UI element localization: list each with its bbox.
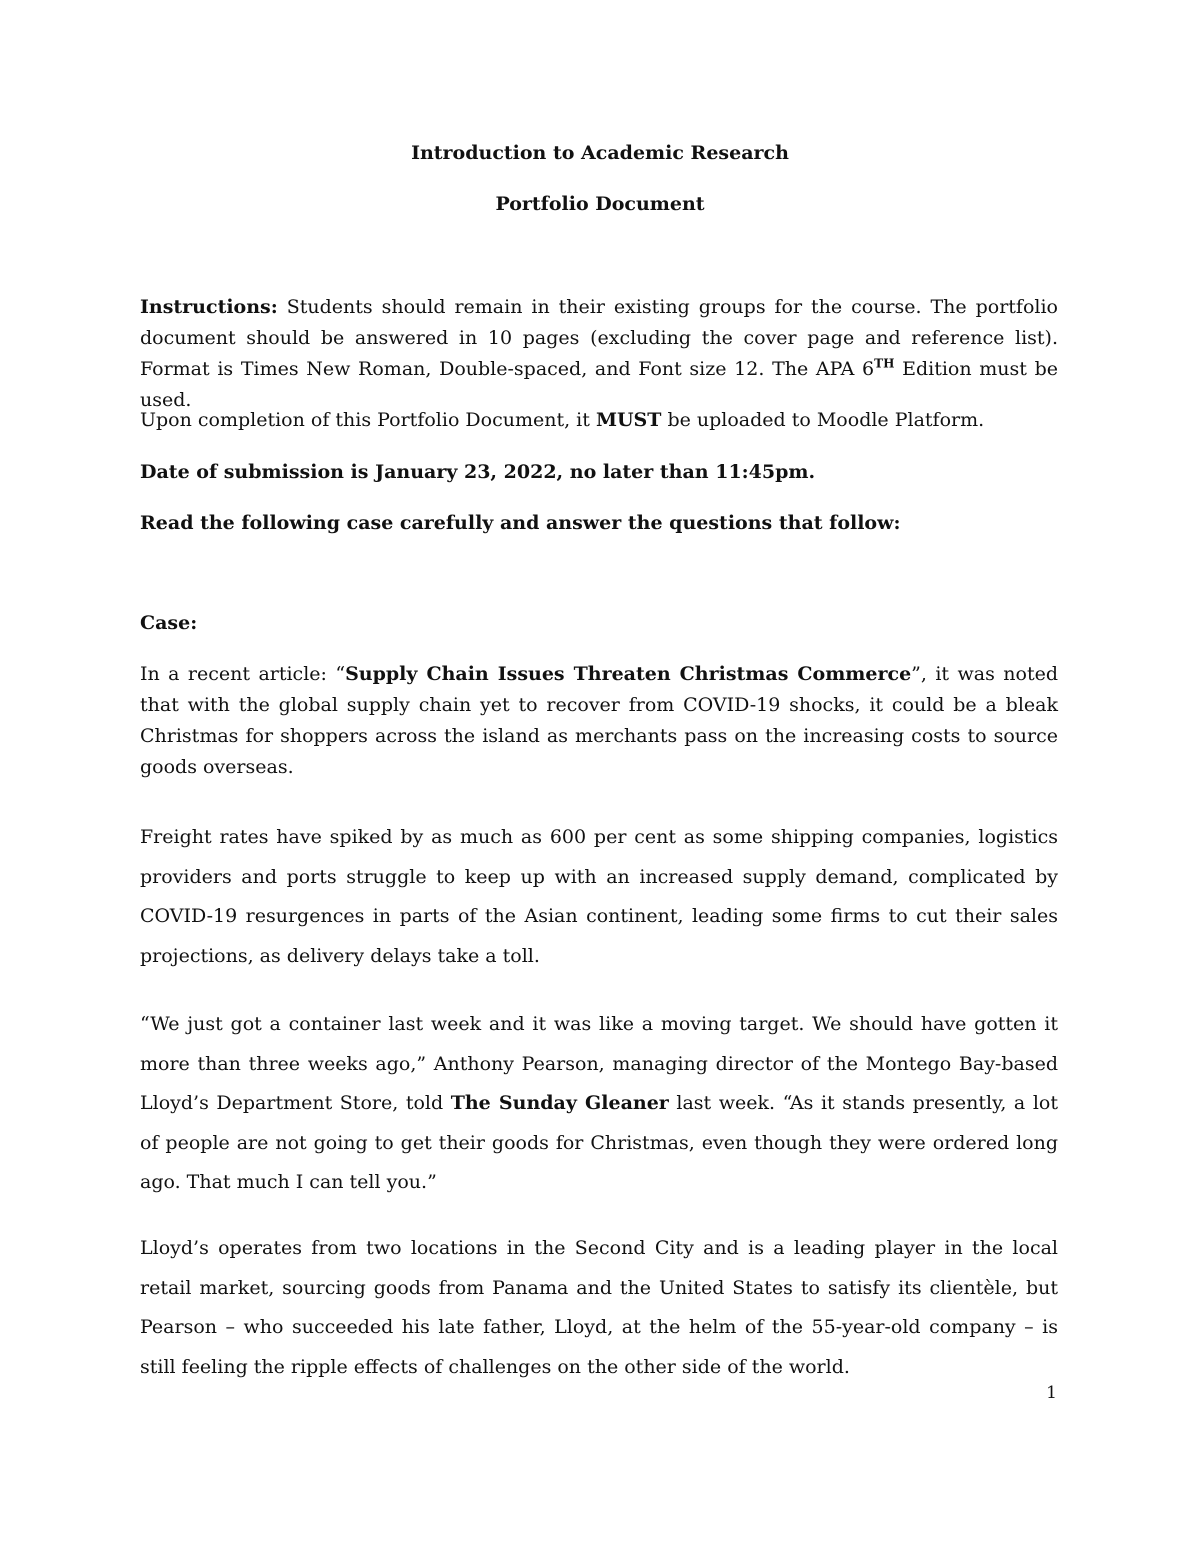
upload-emphasis: MUST: [595, 409, 662, 431]
case-paragraph-2: Freight rates have spiked by as much as 600 per cent as some shipping companies, logistics providers and ports struggle to keep up with an increased supply demand, complicated by COVID-19 resurgences in parts of the Asian continent, leading some firms to cut their sales projections, as delivery delays take a toll.: [140, 826, 1058, 967]
case-p1-text: In a recent article: “: [140, 663, 346, 685]
instructions-paragraph: [140, 292, 1058, 416]
case-p1-text-end: ”, it was noted that with the global supply chain yet to recover from COVID-19 shocks, it could be a bleak Christmas for shoppers across the island as merchants pass on the increasing costs to source goods overseas.: [140, 663, 1058, 778]
instructions-text: Students should remain in their existing groups for the course. The portfolio document should be answered in 10 pages (excluding the cover page and reference list). Format is Times New Roman, Double-spaced, and Font size 12. The APA 6: [140, 296, 1058, 380]
instructions-label: Instructions:: [140, 296, 278, 318]
case-p3-text-end: last week. “As it stands presently, a lot of people are not going to get their goods for Christmas, even though they were ordered long ago. That much I can tell you.”: [140, 1092, 1058, 1193]
upload-text: Upon completion of this Portfolio Document, it: [140, 409, 596, 431]
document-subtitle: Portfolio Document: [495, 193, 705, 215]
case-p3-text: “We just got a container last week and it was like a moving target. We should have gotten it more than three weeks ago,” Anthony Pearson, managing director of the Montego Bay-based Lloyd’s Department Store, told: [140, 1013, 1058, 1114]
case-paragraph-3: [140, 1005, 1058, 1203]
case-heading: Case:: [140, 612, 198, 634]
case-paragraph-1: [140, 659, 1058, 783]
page-number: 1: [1046, 1383, 1057, 1403]
upload-text-end: be uploaded to Moodle Platform.: [661, 409, 985, 431]
instructions-text-end: Edition must be used.: [140, 358, 1058, 411]
edition-superscript: TH: [874, 356, 895, 371]
submission-date: Date of submission is January 23, 2022, no later than 11:45pm.: [140, 461, 816, 483]
upload-instruction: [140, 405, 1058, 436]
case-paragraph-4: Lloyd’s operates from two locations in the Second City and is a leading player in the local retail market, sourcing goods from Panama and the United States to satisfy its clientèle, but Pearson – who succeeded his late father, Lloyd, at the helm of the 55-year-old company – is still feeling the ripple effects of challenges on the other side of the world.: [140, 1237, 1058, 1378]
read-instruction: Read the following case carefully and answer the questions that follow:: [140, 512, 901, 534]
newspaper-name: The Sunday Gleaner: [450, 1092, 669, 1114]
document-title: Introduction to Academic Research: [411, 142, 789, 164]
article-title: Supply Chain Issues Threaten Christmas Commerce: [345, 663, 912, 685]
